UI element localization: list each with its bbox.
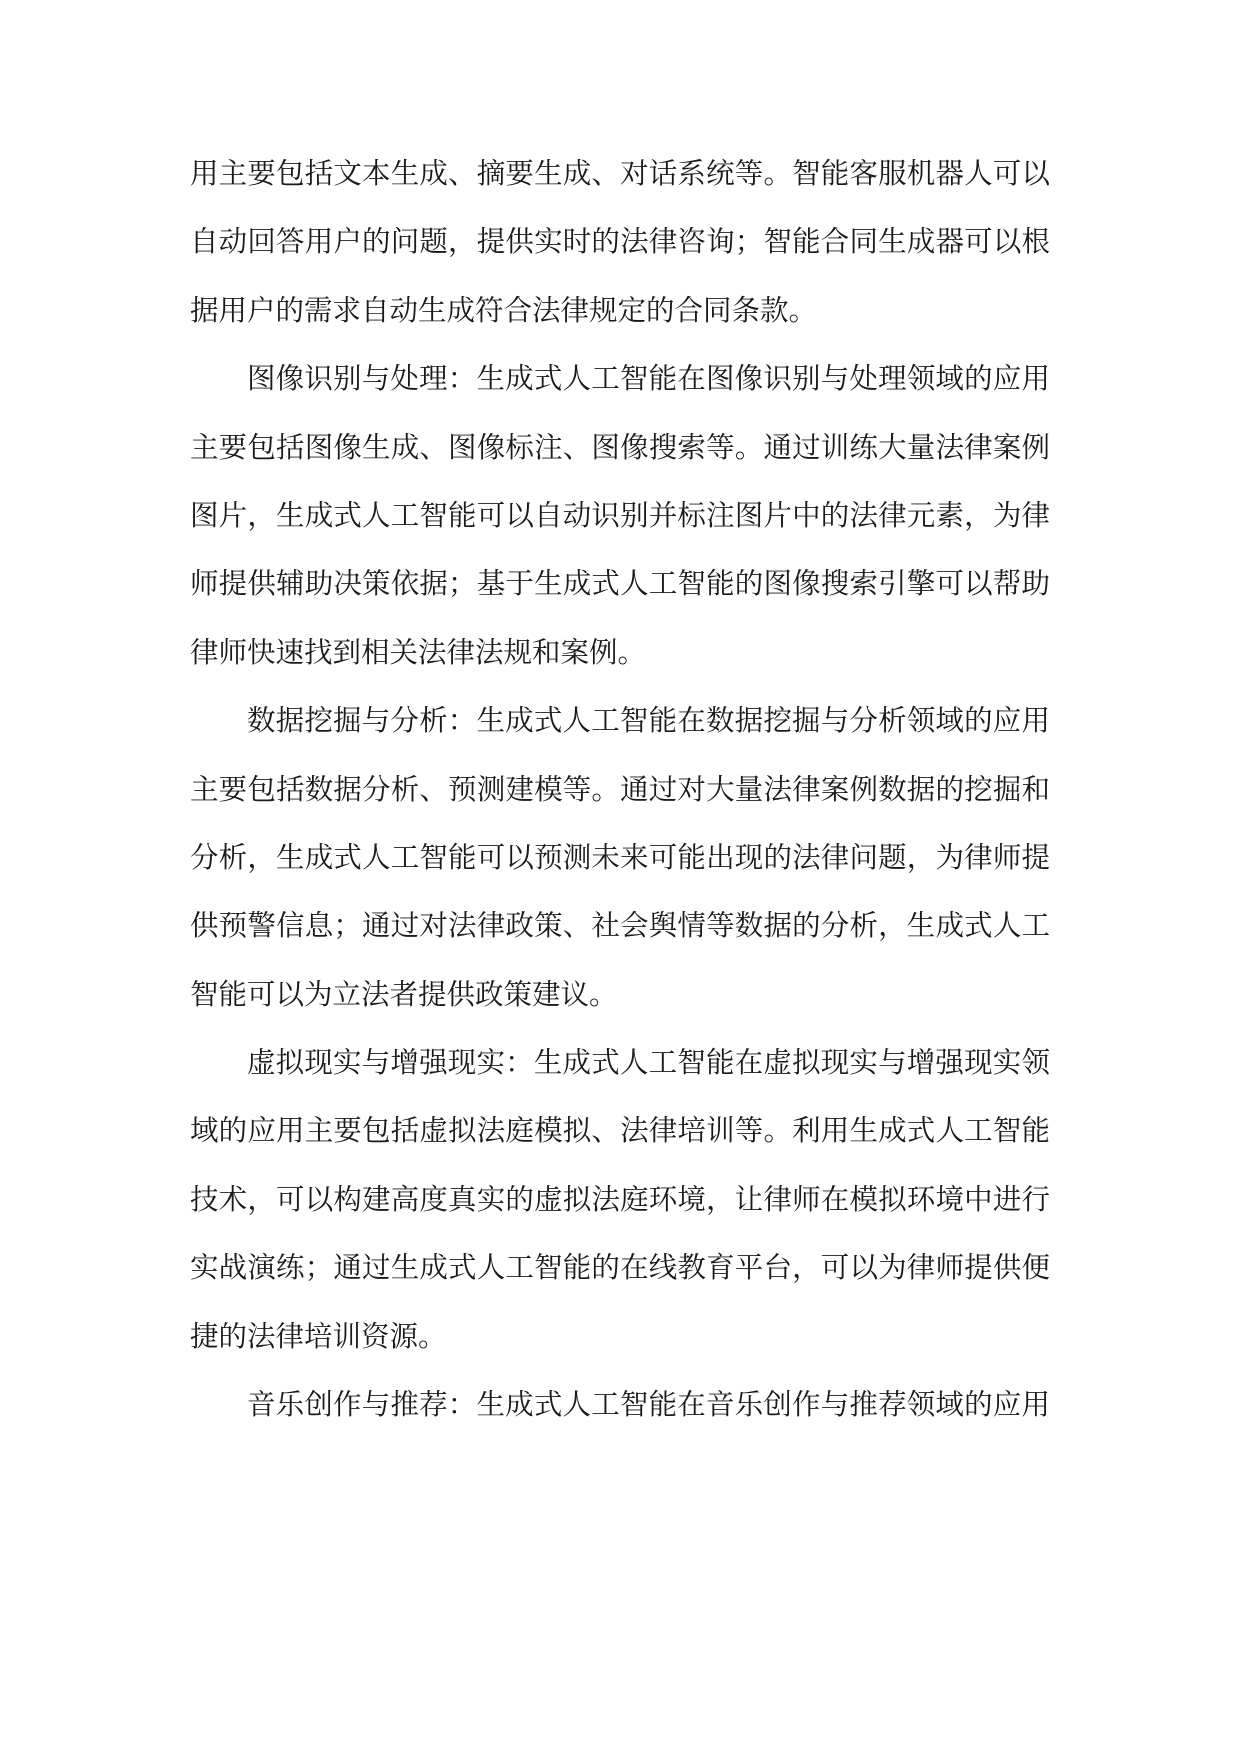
- text-line: 用主要包括文本生成、摘要生成、对话系统等。智能客服机器人可以: [190, 157, 1050, 190]
- paragraph-first-line: 数据挖掘与分析：生成式人工智能在数据挖掘与分析领域的应用: [247, 704, 1050, 738]
- text-line: 自动回答用户的问题，提供实时的法律咨询；智能合同生成器可以根: [190, 225, 1050, 259]
- text-line: 主要包括数据分析、预测建模等。通过对大量法律案例数据的挖掘和: [190, 772, 1050, 806]
- text-line: 师提供辅助决策依据；基于生成式人工智能的图像搜索引擎可以帮助: [190, 567, 1050, 601]
- text-line: 技术，可以构建高度真实的虚拟法庭环境，让律师在模拟环境中进行: [190, 1182, 1050, 1216]
- text-line: 供预警信息；通过对法律政策、社会舆情等数据的分析，生成式人工: [190, 909, 1050, 943]
- text-line: 域的应用主要包括虚拟法庭模拟、法律培训等。利用生成式人工智能: [190, 1114, 1050, 1148]
- paragraph-first-line: 图像识别与处理：生成式人工智能在图像识别与处理领域的应用: [247, 362, 1050, 396]
- text-line: 智能可以为立法者提供政策建议。: [190, 977, 618, 1011]
- text-line: 据用户的需求自动生成符合法律规定的合同条款。: [190, 293, 818, 327]
- text-line: 主要包括图像生成、图像标注、图像搜索等。通过训练大量法律案例: [190, 430, 1050, 464]
- text-line: 捷的法律培训资源。: [190, 1319, 447, 1353]
- text-line: 律师快速找到相关法律法规和案例。: [190, 635, 647, 669]
- text-line: 图片，生成式人工智能可以自动识别并标注图片中的法律元素，为律: [190, 498, 1050, 532]
- body-text: [190, 140, 1050, 1439]
- paragraph-first-line: 音乐创作与推荐：生成式人工智能在音乐创作与推荐领域的应用: [247, 1388, 1050, 1422]
- paragraph-first-line: 虚拟现实与增强现实：生成式人工智能在虚拟现实与增强现实领: [247, 1046, 1050, 1080]
- text-line: 实战演练；通过生成式人工智能的在线教育平台，可以为律师提供便: [190, 1251, 1050, 1285]
- text-line: 分析，生成式人工智能可以预测未来可能出现的法律问题，为律师提: [190, 840, 1050, 874]
